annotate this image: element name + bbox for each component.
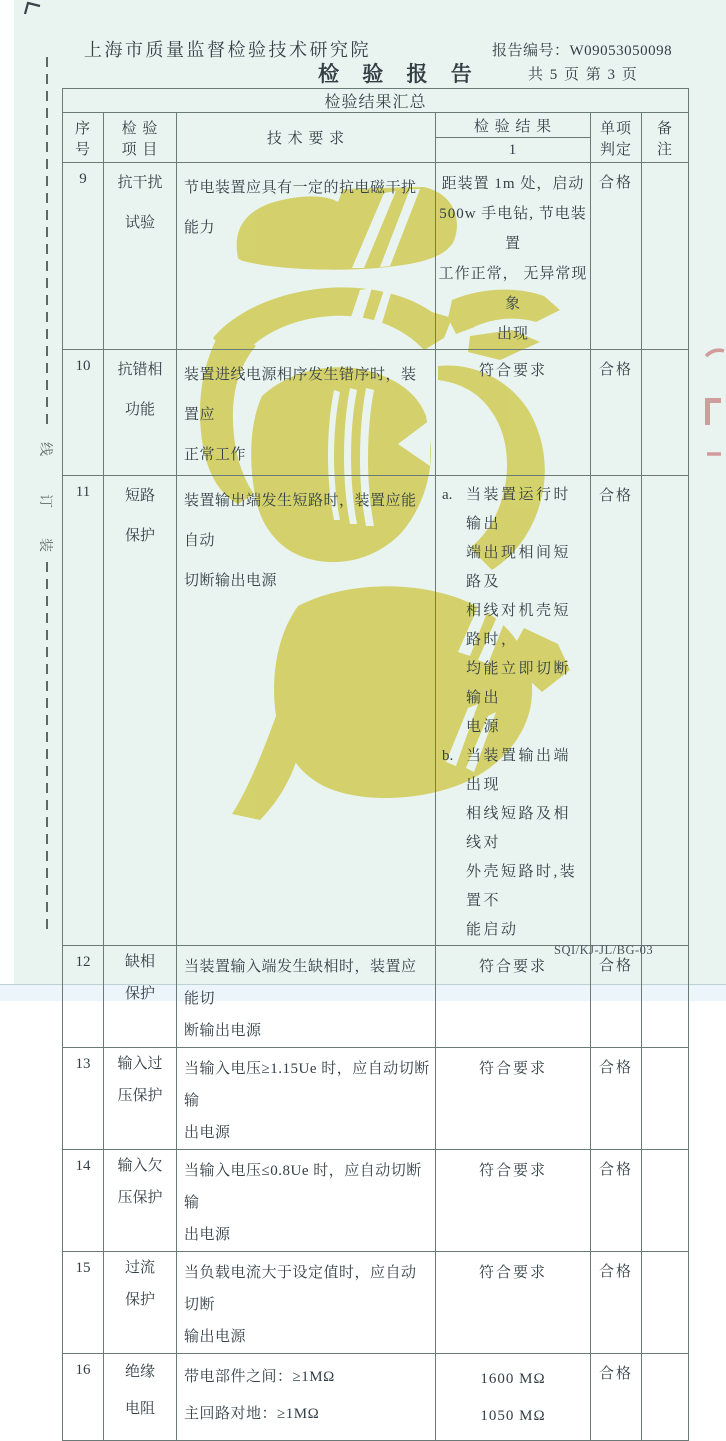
table-row: 13 输入过 压保护 当输入电压≥1.15Ue 时，应自动切断输 出电源 符合要求 合格: [63, 1048, 689, 1150]
note-cell: [642, 1252, 689, 1354]
col-header-result-sub: 1: [436, 138, 591, 163]
verdict-cell: 合格: [591, 1048, 642, 1150]
verdict-cell: 合格: [591, 946, 642, 1048]
table-row: 12 缺相 保护 当装置输入端发生缺相时，装置应能切 断输出电源 符合要求 合格: [63, 946, 689, 1048]
note-cell: [642, 1048, 689, 1150]
col-header-verdict: 单项 判定: [591, 113, 642, 163]
table-row: 16 绝缘 电阻 带电部件之间：≥1MΩ 主回路对地：≥1MΩ 1600 MΩ 1050 MΩ 合格: [63, 1354, 689, 1441]
page-title: 检 验 报 告: [318, 62, 481, 86]
col-header-requirement: 技 术 要 求: [177, 113, 436, 163]
stamp-fragment-icon: [698, 330, 726, 470]
scan-left-edge: [0, 0, 14, 1000]
note-cell: [642, 163, 689, 350]
binding-char: 订: [37, 494, 52, 508]
verdict-cell: 合格: [591, 350, 642, 476]
verdict-cell: 合格: [591, 476, 642, 946]
report-number: 报告编号：W09053050098: [492, 43, 673, 59]
note-cell: [642, 476, 689, 946]
binding-char: 装: [37, 538, 52, 552]
note-cell: [642, 350, 689, 476]
note-cell: [642, 946, 689, 1048]
table-caption: 检验结果汇总: [63, 89, 689, 113]
organization-name: 上海市质量监督检验技术研究院: [84, 40, 371, 60]
binding-dashed-line: [46, 57, 48, 430]
note-cell: [642, 1354, 689, 1441]
verdict-cell: 合格: [591, 163, 642, 350]
col-header-result: 检 验 结 果: [436, 113, 591, 138]
table-row: 9 抗干扰 试验 节电装置应具有一定的抗电磁干扰能力 距装置 1m 处，启动 500w 手电钻, 节电装置 工作正常， 无异常现象 出现 合格: [63, 163, 689, 350]
corner-mark-icon: [23, 1, 43, 17]
verdict-cell: 合格: [591, 1354, 642, 1441]
table-row: 11 短路 保护 装置输出端发生短路时，装置应能自动 切断输出电源 a. 当装置运行时输出 端出现相间短路及 相线对机壳短路时， 均能立即切断输出 电源 b. 当装置输出端出现 相线短路及相线对 外壳短路时,装置不 能启动 合格: [63, 476, 689, 946]
inspection-results-table: [62, 88, 689, 1441]
col-header-no: 序 号: [63, 113, 104, 163]
table-row: 14 输入欠 压保护 当输入电压≤0.8Ue 时，应自动切断输 出电源 符合要求 合格: [63, 1150, 689, 1252]
binding-char: 线: [37, 442, 52, 456]
col-header-item: 检 验 项 目: [104, 113, 177, 163]
table-row: 10 抗错相 功能 装置进线电源相序发生错序时，装置应 正常工作 符合要求 合格: [63, 350, 689, 476]
verdict-cell: 合格: [591, 1150, 642, 1252]
binding-dashed-line: [46, 562, 48, 935]
form-code: SQI/KJ-JL/BG-03: [554, 943, 654, 957]
col-header-note: 备 注: [642, 113, 689, 163]
note-cell: [642, 1150, 689, 1252]
page-count: 共 5 页 第 3 页: [528, 67, 639, 83]
table-row: 15 过流 保护 当负载电流大于设定值时，应自动切断 输出电源 符合要求 合格: [63, 1252, 689, 1354]
verdict-cell: 合格: [591, 1252, 642, 1354]
